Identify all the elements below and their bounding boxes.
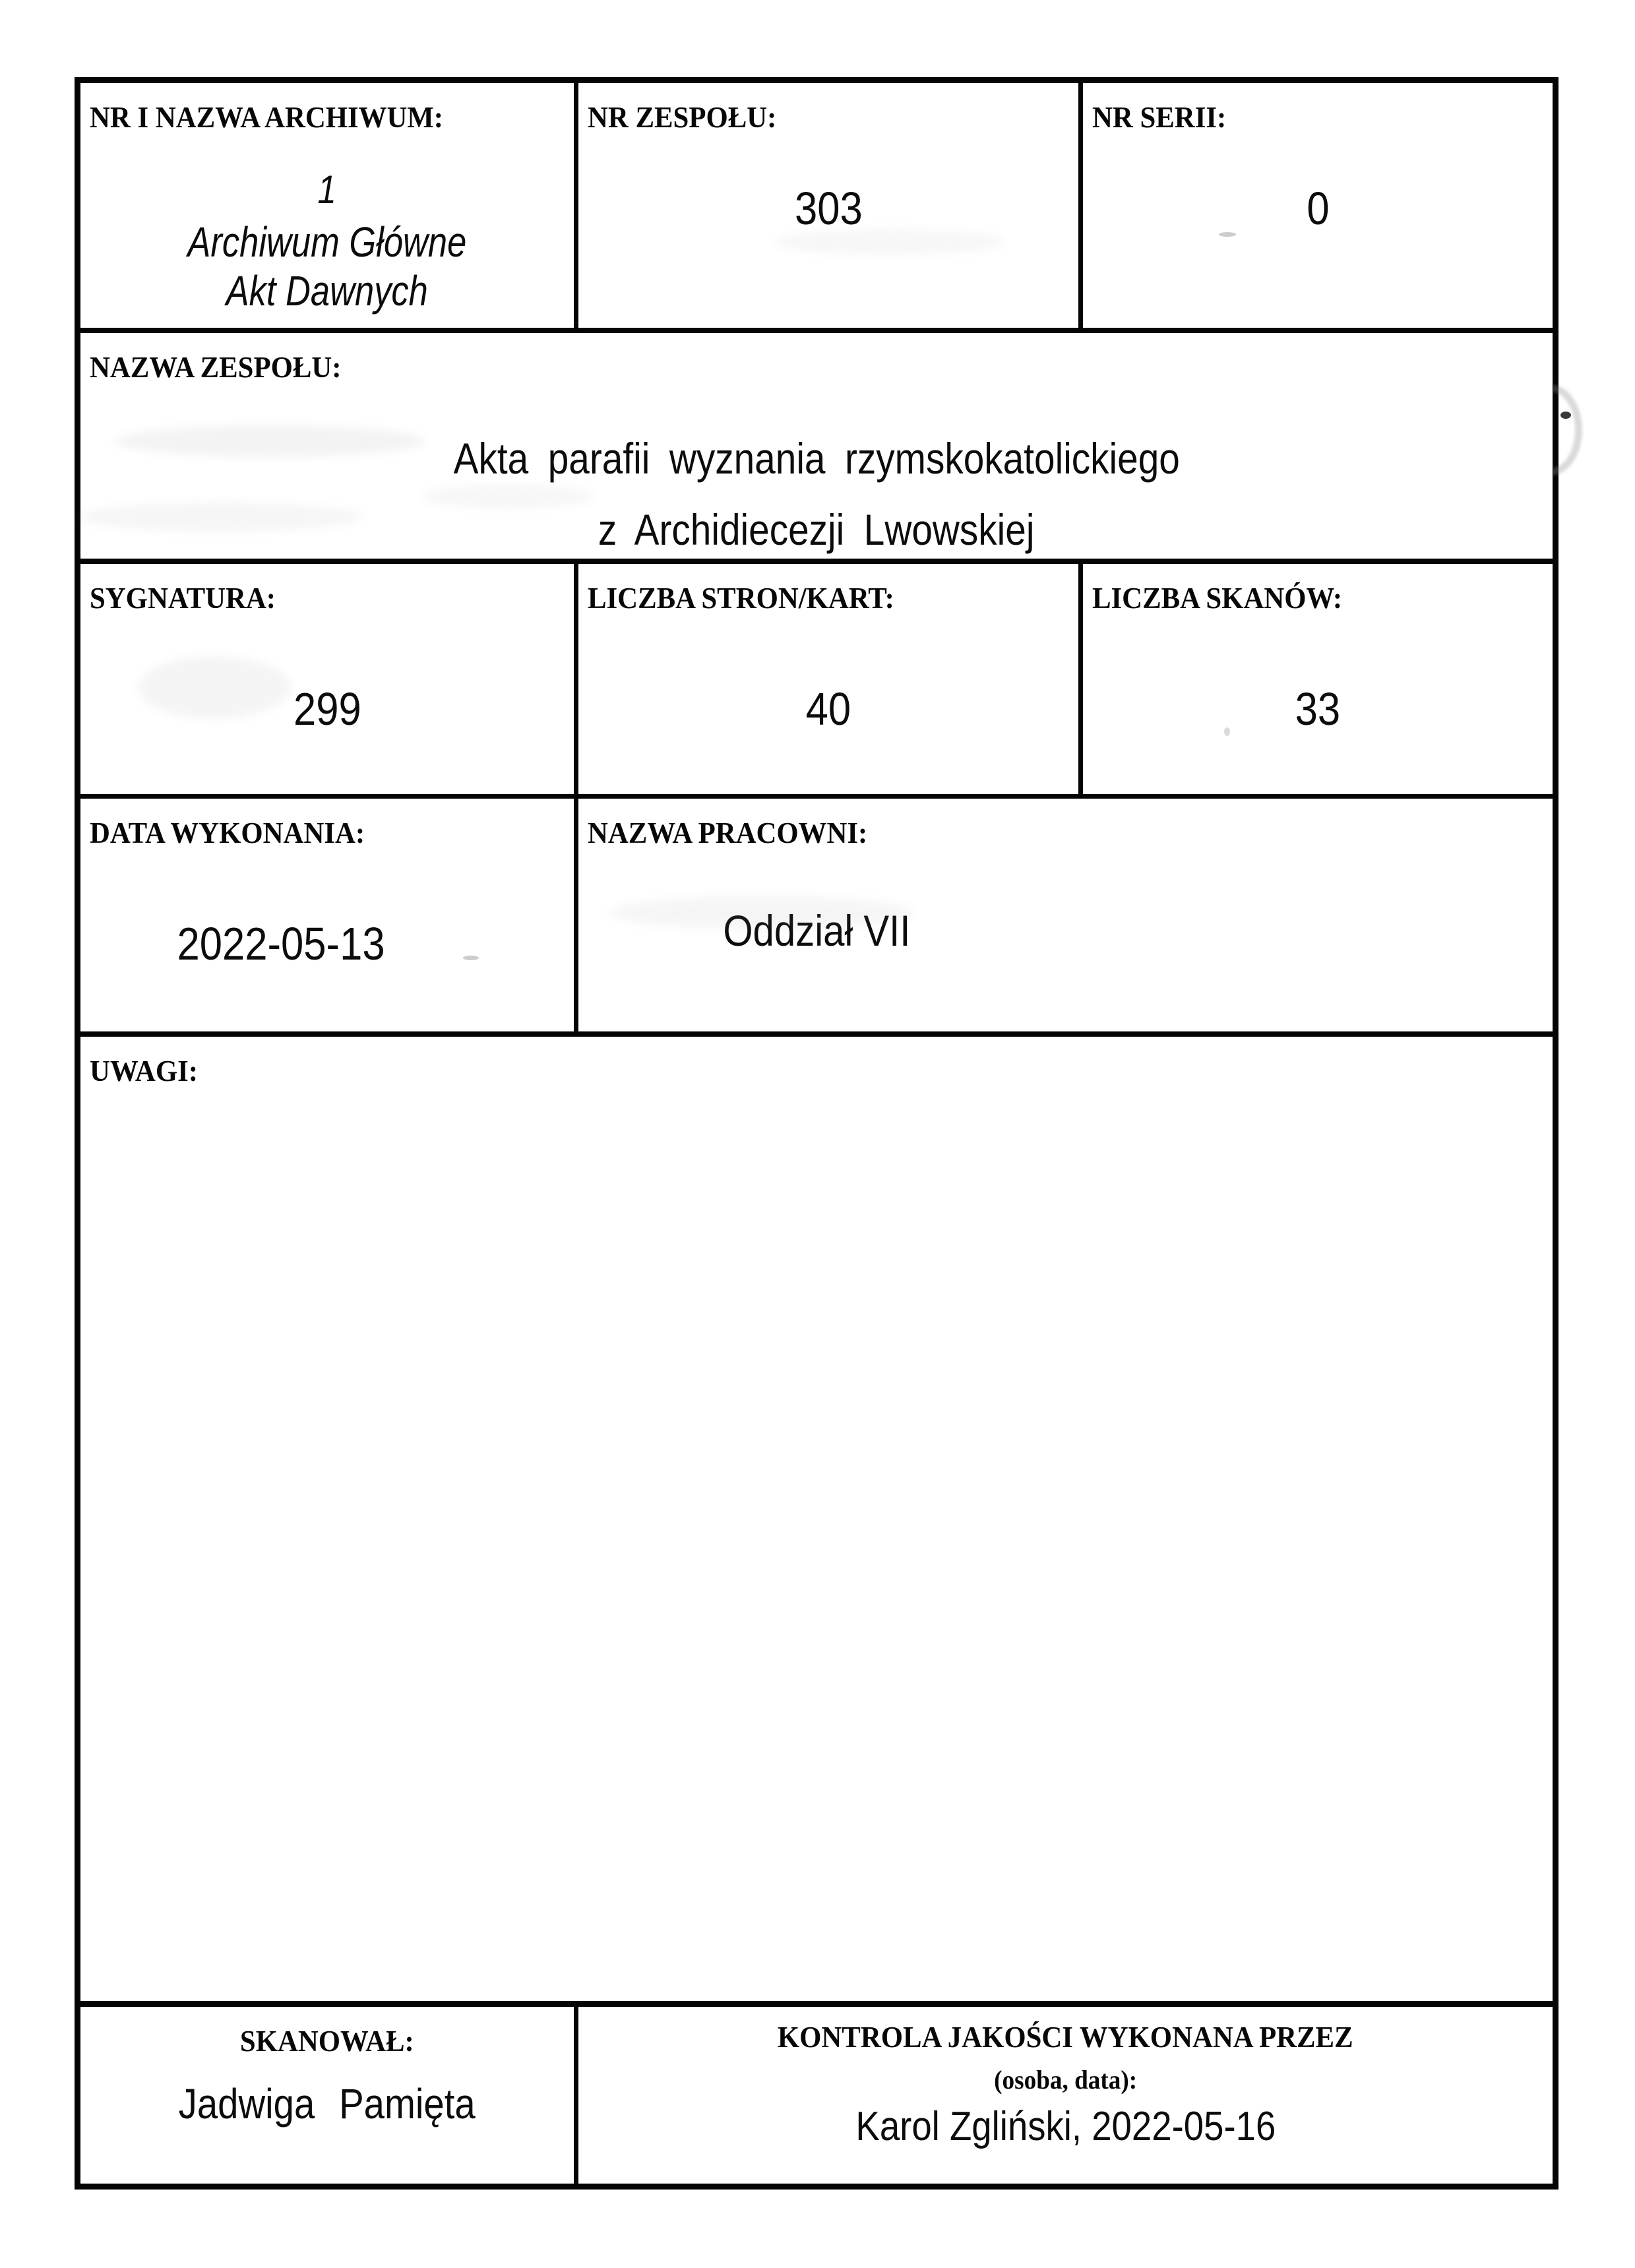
scan-date-value: 2022-05-13 (177, 918, 385, 969)
ghost-mark (139, 656, 290, 719)
metadata-table (75, 77, 1558, 2190)
quality-control-value: Karol Zgliński, 2022-05-16 (855, 2104, 1276, 2149)
cell-archive-name (80, 83, 574, 328)
scans-count-label: LICZBA SKANÓW: (1092, 581, 1343, 615)
cell-fonds-number (574, 83, 1078, 328)
quality-control-sublabel: (osoba, data): (993, 2065, 1138, 2095)
fonds-number-label: NR ZESPOŁU: (588, 100, 777, 134)
ghost-mark (1560, 412, 1571, 419)
remarks-label: UWAGI: (90, 1054, 198, 1088)
ghost-mark (1224, 727, 1230, 736)
fonds-name-line2: z Archidiecezji Lwowskiej (598, 505, 1035, 554)
cell-pages-count (574, 564, 1078, 794)
cell-scan-date (80, 799, 574, 1031)
scanned-by-value: Jadwiga Pamięta (178, 2080, 476, 2128)
archive-label: NR I NAZWA ARCHIWUM: (90, 100, 443, 134)
signature-label: SYGNATURA: (90, 581, 276, 615)
row-archive (80, 83, 1553, 328)
fonds-number-value: 303 (794, 183, 863, 234)
row-remarks (80, 1031, 1553, 2001)
archive-number-value: 1 (317, 168, 337, 212)
ghost-mark (115, 425, 425, 457)
ghost-mark (79, 503, 363, 532)
series-number-value: 0 (1306, 183, 1330, 234)
cell-quality-control (574, 2007, 1553, 2184)
quality-control-label: KONTROLA JAKOŚCI WYKONANA PRZEZ (778, 2020, 1353, 2054)
signature-value: 299 (293, 683, 361, 735)
workshop-label: NAZWA PRACOWNI: (588, 816, 868, 849)
scans-count-value: 33 (1295, 683, 1341, 735)
ghost-mark (775, 230, 1006, 255)
series-number-label: NR SERII: (1092, 100, 1227, 134)
row-signature (80, 559, 1553, 794)
archive-name-line1: Archiwum Główne (187, 218, 467, 266)
fonds-name-label: NAZWA ZESPOŁU: (90, 350, 342, 384)
scanned-by-label: SKANOWAŁ: (240, 2024, 414, 2058)
pages-count-label: LICZBA STRON/KART: (588, 581, 894, 615)
cell-scanned-by (80, 2007, 574, 2184)
ghost-mark (463, 956, 479, 960)
workshop-value: Oddział VII (723, 906, 911, 955)
fonds-name-line1: Akta parafii wyznania rzymskokatolickiego (453, 434, 1180, 483)
ghost-mark (422, 485, 594, 508)
ghost-mark (610, 896, 913, 930)
pages-count-value: 40 (805, 683, 851, 735)
row-signatures (80, 2001, 1553, 2184)
cell-series-number (1078, 83, 1553, 328)
ghost-mark (1219, 232, 1236, 237)
scan-date-label: DATA WYKONANIA: (90, 816, 365, 849)
archive-name-line2: Akt Dawnych (226, 267, 429, 315)
cell-scans-count (1078, 564, 1553, 794)
